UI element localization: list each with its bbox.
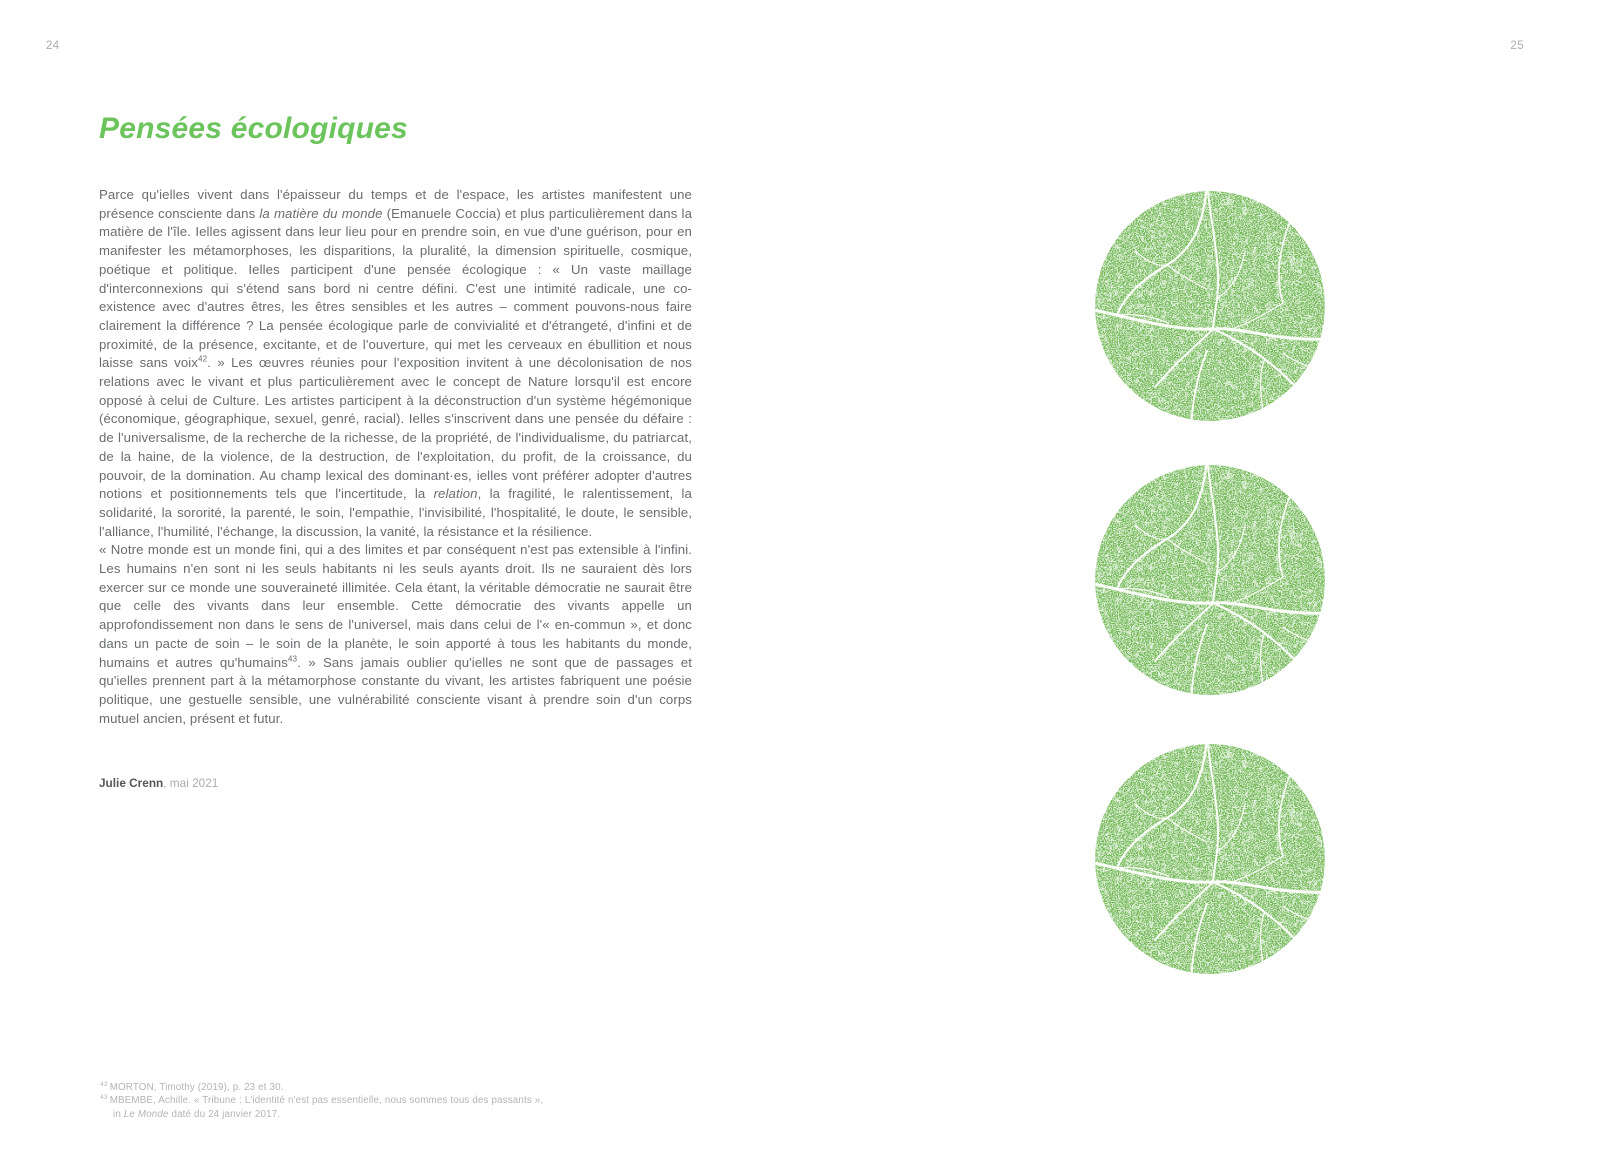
page-number-left: 24 <box>46 40 60 52</box>
page-title: Pensées écologiques <box>99 112 408 145</box>
signature-date: , mai 2021 <box>163 776 219 790</box>
footnote-line: $^{43}$ MBEMBE, Achille. « Tribune : L'identité n'est pas essentielle, nous sommes tous des passants », <box>100 1094 544 1107</box>
body-text <box>99 186 692 728</box>
leaf-print-image <box>1095 191 1325 421</box>
footnote-line: in Le Monde daté du 24 janvier 2017. <box>113 1108 281 1120</box>
footnote-line: $^{42}$ MORTON, Timothy (2019), p. 23 et 30. <box>100 1080 284 1093</box>
leaf-print-image <box>1095 465 1325 695</box>
author-name: Julie Crenn <box>99 776 164 790</box>
page-number-right: 25 <box>1510 40 1524 52</box>
paragraph-1: Parce qu'ielles vivent dans l'épaisseur du temps et de l'espace, les artistes manifestent une présence consciente dans la matière du monde (Emanuele Coccia) et plus particulièrement dans la matière de l'île. Ielles agissent dans leur lieu pour en prendre soin, en vue d'une guérison, pour en manifester les métamorphoses, les disparitions, la pluralité, la dimension spirituelle, cosmique, poétique et politique. Ielles participent d'une pensée écologique : « Un vaste maillage d'interconnexions qui s'étend sans bord ni centre défini. C'est une intimité radicale, une co-existence avec d'autres êtres, les êtres sensibles et les autres – comment pouvons-nous faire clairement la différence ? La pensée écologique parle de convivialité et d'étrangeté, d'infini et de proximité, de la présence, excitante, et de l'ouverture, qui met les cerveaux en ébullition et nous laisse sans voix$^{42}$. » Les œuvres réunies pour l'exposition invitent à une décolonisation de nos relations avec le vivant et plus particulièrement avec le concept de Nature lorsqu'il est encore opposé à celui de Culture. Les artistes participent à la déconstruction d'un système hégémonique (économique, géographique, sexuel, genré, racial). Ielles s'inscrivent dans une pensée du défaire : de l'universalisme, de la recherche de la richesse, de la propriété, de l'individualisme, du patriarcat, de la haine, de la violence, de la destruction, de l'exploitation, du profit, de la croissance, du pouvoir, de la domination. Au champ lexical des dominant·es, ielles vont préférer adopter d'autres notions et positionnements tels que l'incertitude, la relation, la fragilité, le ralentissement, la solidarité, la sororité, la parenté, le soin, l'empathie, l'invisibilité, l'hospitalité, le doute, le sensible, l'alliance, l'humilité, l'échange, la discussion, la vanité, la résistance et la résilience. <box>99 187 693 539</box>
paragraph-2: « Notre monde est un monde fini, qui a des limites et par conséquent n'est pas extensible à l'infini. Les humains n'en sont ni les seuls habitants ni les seuls ayants droit. Ils ne sauraient dès lors exercer sur ce monde une souveraineté illimitée. Cela étant, la véritable démocratie ne saurait être que celle des vivants dans leur ensemble. Cette démocratie des vivants appelle un approfondissement non dans le sens de l'universel, mais dans celui de l'« en-commun », et donc dans un pacte de soin – le soin de la planète, le soin apporté à tous les habitants du monde, humains et autres qu'humains$^{43}$. » Sans jamais oublier qu'ielles ne sont que de passages et qu'ielles prennent part à la métamorphose constante du vivant, les artistes fabriquent une poésie politique, une gestuelle sensible, une vulnérabilité consciente visant à prendre soin d'un corps mutuel ancien, présent et futur. <box>99 542 692 726</box>
leaf-print-image <box>1095 744 1325 974</box>
footnotes <box>100 1081 543 1121</box>
author-signature <box>99 776 218 790</box>
